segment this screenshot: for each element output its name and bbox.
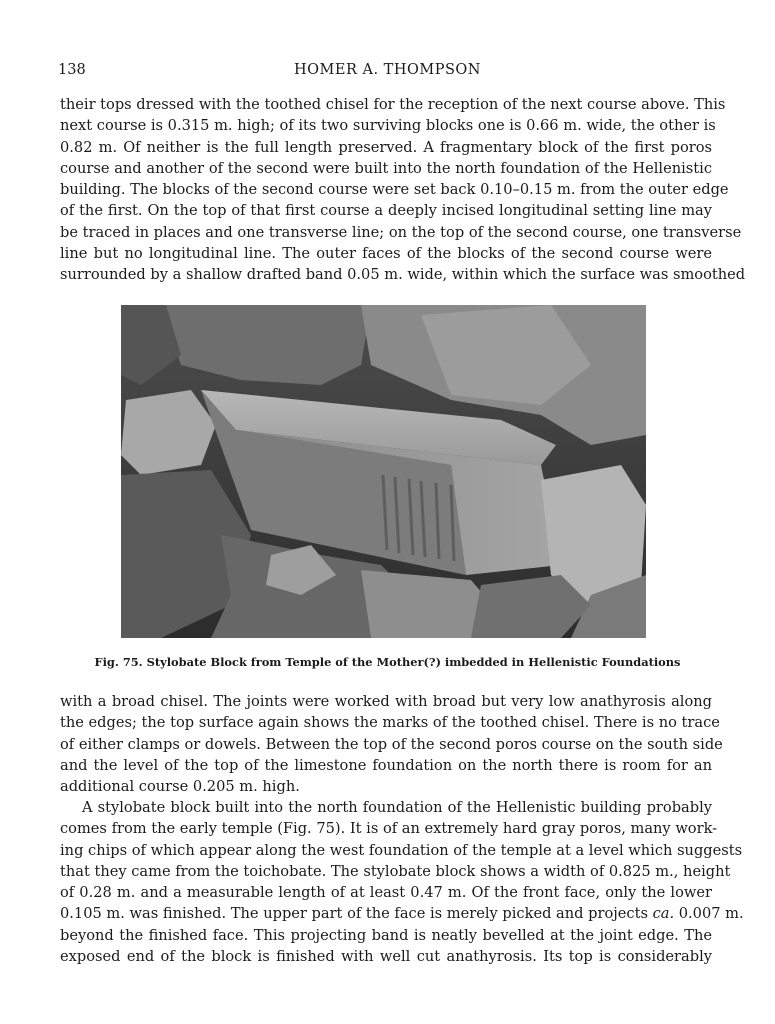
text-line: of the first. On the top of that first course a deeply incised longitudinal setting line may [60, 202, 712, 220]
paragraph-1 [60, 94, 746, 286]
text-line: line but no longitudinal line. The outer faces of the blocks of the second course were [60, 245, 712, 263]
figure-caption: Fig. 75. Stylobate Block from Temple of the Mother(?) imbedded in Hellenistic Foundations [94, 655, 681, 669]
text-line: of either clamps or dowels. Between the top of the second poros course on the south side [60, 735, 723, 753]
text-line: their tops dressed with the toothed chisel for the reception of the next course above. This [60, 96, 726, 113]
text-line: with a broad chisel. The joints were worked with broad but very low anathyrosis along [60, 693, 712, 710]
page-number: 138 [58, 62, 86, 78]
text-line: comes from the early temple (Fig. 75). It is of an extremely hard gray poros, many work- [60, 820, 718, 838]
text-line: and the level of the top of the limestone foundation on the north there is room for an [60, 756, 712, 774]
text-line: surrounded by a shallow drafted band 0.05 m. wide, within which the surface was smoothed [60, 266, 746, 284]
text-line: course and another of the second were built into the north foundation of the Hellenistic [60, 159, 712, 177]
text-line: 0.82 m. Of neither is the full length preserved. A fragmentary block of the first poros [60, 138, 712, 156]
text-line: building. The blocks of the second course were set back 0.10–0.15 m. from the outer edge [60, 181, 729, 199]
text-segment: 0.105 m. was finished. The upper part of the face is merely picked and projects [60, 905, 653, 923]
italic-abbreviation: ca. [652, 905, 675, 923]
text-line: the edges; the top surface again shows the marks of the toothed chisel. There is no trace [60, 714, 720, 732]
text-line: beyond the finished face. This projecting band is neatly bevelled at the joint edge. The [60, 926, 712, 944]
text-line: additional course 0.205 m. high. [60, 778, 300, 796]
paragraph-2 [60, 691, 723, 797]
stylobate-block-photo [121, 305, 646, 638]
paragraph-3 [60, 797, 744, 967]
text-line: of 0.28 m. and a measurable length of at least 0.47 m. Of the front face, only the lower [60, 884, 712, 902]
running-head: HOMER A. THOMPSON [294, 62, 481, 78]
text-segment: 0.007 m. [674, 905, 744, 923]
text-line: be traced in places and one transverse line; on the top of the second course, one transverse [60, 223, 742, 241]
text-line: next course is 0.315 m. high; of its two surviving blocks one is 0.66 m. wide, the other is [60, 117, 716, 135]
text-line: that they came from the toichobate. The stylobate block shows a width of 0.825 m., height [60, 862, 731, 880]
text-line [60, 903, 744, 924]
text-line: ing chips of which appear along the west foundation of the temple at a level which suggests [60, 841, 743, 859]
text-line: exposed end of the block is finished with well cut anathyrosis. Its top is considerably [60, 948, 712, 966]
text-line: A stylobate block built into the north foundation of the Hellenistic building probably [82, 799, 712, 816]
